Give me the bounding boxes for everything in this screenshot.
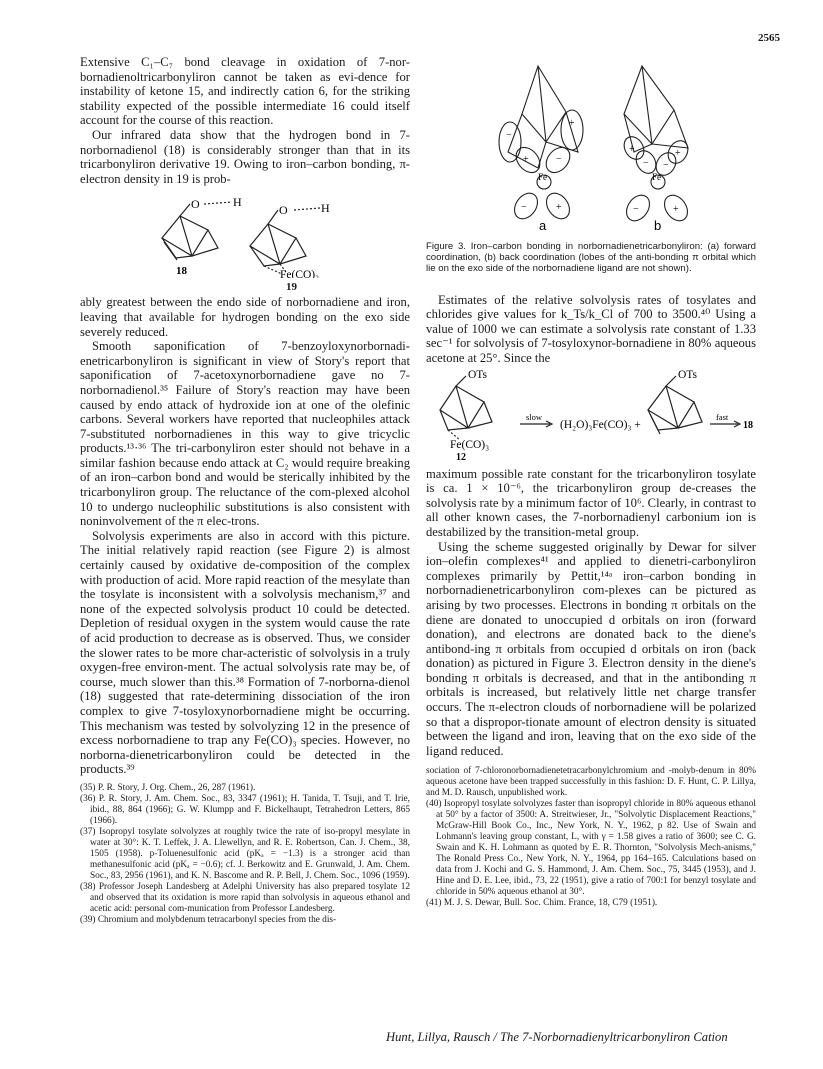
structures-18-19: [80, 186, 410, 278]
footnote: (38) Professor Joseph Landesberg at Adelphi University has also prepared tosylate 12 and observed that its oxidation is more rapid than solvolysis in aqueous ethanol and acetic acid: personal com-munication from Professor Landesberg.: [80, 881, 410, 914]
footnote: (35) P. R. Story, J. Org. Chem., 26, 287 (1961).: [80, 782, 256, 793]
structure-label: O: [191, 197, 200, 212]
compound-number: 18: [176, 265, 187, 278]
iron-label: Fe: [538, 172, 547, 182]
footnote: (37) Isopropyl tosylate solvolyzes at roughly twice the rate of iso-propyl mesylate in water at 30°: K. T. Leffek, J. A. Llewellyn, and R. E. Robertson, Can. J. Chem., 38, 1505 (1958). p-Toluenesulfonic acid (pKₐ = −1.3) is a stronger acid than methanesulfonic acid (pKₐ = −0.6); cf. J. Berkowitz and E. Grunwald, J. Am. Chem. Soc., 83, 2956 (1961), and K. N. Bascome and R. P. Bell, J. Chem. Soc., 1096 (1959).: [80, 826, 410, 881]
orbital-sign: +: [675, 148, 681, 159]
structure-label: O: [279, 203, 288, 218]
orbital-sign: +: [629, 144, 635, 155]
scheme-label: fast: [716, 411, 729, 422]
running-footer: Hunt, Lillya, Rausch / The 7-Norbornadienyltricarbonyliron Cation: [386, 1030, 728, 1044]
scheme-label: slow: [526, 411, 543, 422]
footnote: sociation of 7-chloronorbornadienetetracarbonylchromium and -molyb-denum in 80% aqueous acetone have been trapped successfully in this fashion: D. F. Hunt, C. P. Lillya, and M. D. Rausch, unpublished work.: [426, 766, 756, 799]
paragraph: Solvolysis experiments are also in accord with this picture. The initial relatively rapid reaction (see Figure 2) is almost certainly caused by oxidative de-composition of the complex with production of acid. More rapid reaction of the mesylate than the tosylate is inconsistent with a solvolysis mechanism,³⁷ and none of the expected solvolysis product 10 could be detected. Depletion of residual oxygen in the system would cause the rate of acid production to decrease as is observed. Thus, we consider the slower rates to be more char-acteristic of solvolysis in a truly oxygen-free environ-ment. The actual solvolysis rate may be, of course, much slower than this.³⁸ Formation of 7-norborna-dienol (18) suggested that rate-determining dissociation of the iron complex to give 7-tosyloxynorbornadiene might be occurring. This mechanism was tested by solvolyzing 12 in the presence of excess norbornadiene to trap any Fe(CO)₃ species. However, no norborna-dienetricarbonyliron could be detected in the products.³⁹: [80, 528, 410, 777]
right-column: [426, 52, 756, 909]
scheme-label: (H₂O)₃Fe(CO)₃ +: [560, 418, 641, 431]
structure-label: Fe(CO)₃: [280, 269, 320, 279]
footnote: (39) Chromium and molybdenum tetracarbonyl species from the dis-: [80, 914, 337, 925]
left-column: [80, 55, 410, 926]
structure-label: H: [233, 195, 242, 210]
orbital-sign: +: [673, 204, 679, 215]
page-number: 2565: [758, 32, 780, 44]
paragraph: ably greatest between the endo side of norbornadiene and iron, leaving that available for hydrogen bonding on the exo side severely reduced.: [80, 295, 410, 339]
paragraph: Our infrared data show that the hydrogen bond in 7-norbornadienol (18) is considerably stronger than that in its tricarbonyliron derivative 19. Owing to iron–carbon bonding, π-electron density in 19 is prob-: [80, 127, 410, 186]
compound-number: 18: [743, 419, 753, 431]
compound-number: 12: [456, 451, 466, 462]
paragraph: Estimates of the relative solvolysis rates of tosylates and chlorides give values for k_Ts/k_Cl of 700 to 3500.⁴⁰ Using a value of 1000 we can estimate a solvolysis rate constant of 1.33 sec⁻¹ for solvolysis of 7-tosyloxynor-bornadiene in 80% aqueous acetone at 25°. Since the: [426, 292, 756, 365]
orbital-sign: −: [556, 154, 562, 165]
orbital-sign: +: [556, 202, 562, 213]
paragraph: Using the scheme suggested originally by Dewar for silver ion–olefin complexes⁴¹ and applied to dienetri-carbonyliron complexes primarily by Pettit,¹⁴ᵃ iron–carbon bonding in norbornadienetricarbonyliron com-plexes can be pictured as arising by two processes. Electrons in bonding π orbitals on the diene are donated to unoccupied d orbitals on iron (forward donation), and electrons are donated back to the diene's antibond-ing π orbitals from occupied d orbitals on iron (back donation) as pictured in Figure 3. Electron density in the diene's bonding π orbitals is decreased, and that in the antibonding π orbitals is increased, but relatively little net charge transfer occurs. The π-electron clouds of norbornadiene will be polarized so that a dispropor-tionate amount of electron density is situated between the ligand and iron, leaving that on the exo side of the ligand reduced.: [426, 539, 756, 758]
paragraph: Smooth saponification of 7-benzoyloxynorbornadi-enetricarbonyliron is significant in view of Story's report that saponification of 7-acetoxynorbornadiene gave no 7-norbornadienol.³⁵ Failure of Story's reaction may have been caused by endo attack of hydroxide ion at one of the olefinic carbons. Several workers have reported that nucleophiles attack 7-substituted norbornadienes in this way to give tricyclic products.¹³·³⁶ The tri-carbonyliron ester should not behave in a similar fashion because endo attack at C₂ would require breaking of an iron–carbon bond and would be sterically inhibited by the tricarbonyliron group. The reluctance of the com-plexed alcohol 10 to undergo nucleophilic substitutions is also consistent with noninvolvement of the π elec-trons.: [80, 339, 410, 529]
scheme-label: OTs: [468, 368, 488, 381]
orbital-sign: −: [663, 160, 669, 171]
panel-label-a: a: [539, 218, 547, 232]
figure-3: [426, 52, 756, 232]
footnote: (40) Isopropyl tosylate solvolyzes faster than isopropyl chloride in 80% aqueous ethanol at 50° by a factor of 3500: A. Streitwieser, Jr., "Solvolytic Displacement Reactions," McGraw-Hill Book Co., Inc., New York, N. Y., 1962, p 82. Use of Swain and Lohmann's leaving group constant, L, with γ = 1.58 gives a ratio of 3600; see C. G. Swain and K. H. Lohmann as quoted by E. R. Thornton, "Solvolysis Mech-anisms," The Ronald Press Co., New York, N. Y., 1964, pp 164–165. Calculations based on data from J. Kochi and G. S. Hammond, J. Am. Chem. Soc., 75, 3445 (1953), and J. Hine and D. E. Lee, ibid., 73, 22 (1951), give a ratio of 700:1 for benzyl tosylate and chloride in 50% aqueous ethanol at 30°.: [426, 799, 756, 898]
paragraph: maximum possible rate constant for the tricarbonyliron tosylate is ca. 1 × 10⁻⁶, the tricarbonyliron group de-creases the solvolysis rate by a minimum factor of 10⁶. Clearly, in contrast to all other known cases, the 7-norbornadienyl carbonium ion is destabilized by the transition-metal group.: [426, 466, 756, 539]
footnote: (41) M. J. S. Dewar, Bull. Soc. Chim. France, 18, C79 (1951).: [426, 898, 658, 909]
figure-caption: Figure 3. Iron–carbon bonding in norbornadienetricarbonyliron: (a) forward coordination, (b) back coordination (lobes of the anti-bonding π orbital which lie on the exo side of the norbornadiene ligand are not shown).: [426, 241, 756, 275]
reaction-scheme: [426, 366, 756, 462]
iron-label: Fe: [652, 172, 661, 182]
paragraph: Extensive C₁–C₇ bond cleavage in oxidation of 7-nor-bornadienoltricarbonyliron cannot be taken as evi-dence for instability of ketone 15, and indirectly cation 6, for the striking stability expected of the possible intermediate 16 could itself account for the course of this reaction.: [80, 55, 410, 128]
orbital-sign: +: [523, 154, 529, 165]
orbital-sign: −: [643, 158, 649, 169]
orbital-sign: −: [506, 130, 512, 141]
orbital-sign: +: [569, 118, 575, 129]
orbital-sign: −: [521, 202, 527, 213]
structure-label: H: [321, 201, 330, 216]
scheme-label: Fe(CO)₃: [450, 438, 490, 451]
scheme-label: OTs: [678, 368, 698, 381]
footnote: (36) P. R. Story, J. Am. Chem. Soc., 83, 3347 (1961); H. Tanida, T. Tsuji, and T. Irie, ibid., 88, 864 (1966); G. W. Klumpp and F. Bickelhaupt, Tetrahedron Letters, 865 (1966).: [80, 793, 410, 826]
panel-label-b: b: [654, 218, 662, 232]
compound-number: 19: [286, 281, 297, 294]
orbital-sign: −: [633, 204, 639, 215]
